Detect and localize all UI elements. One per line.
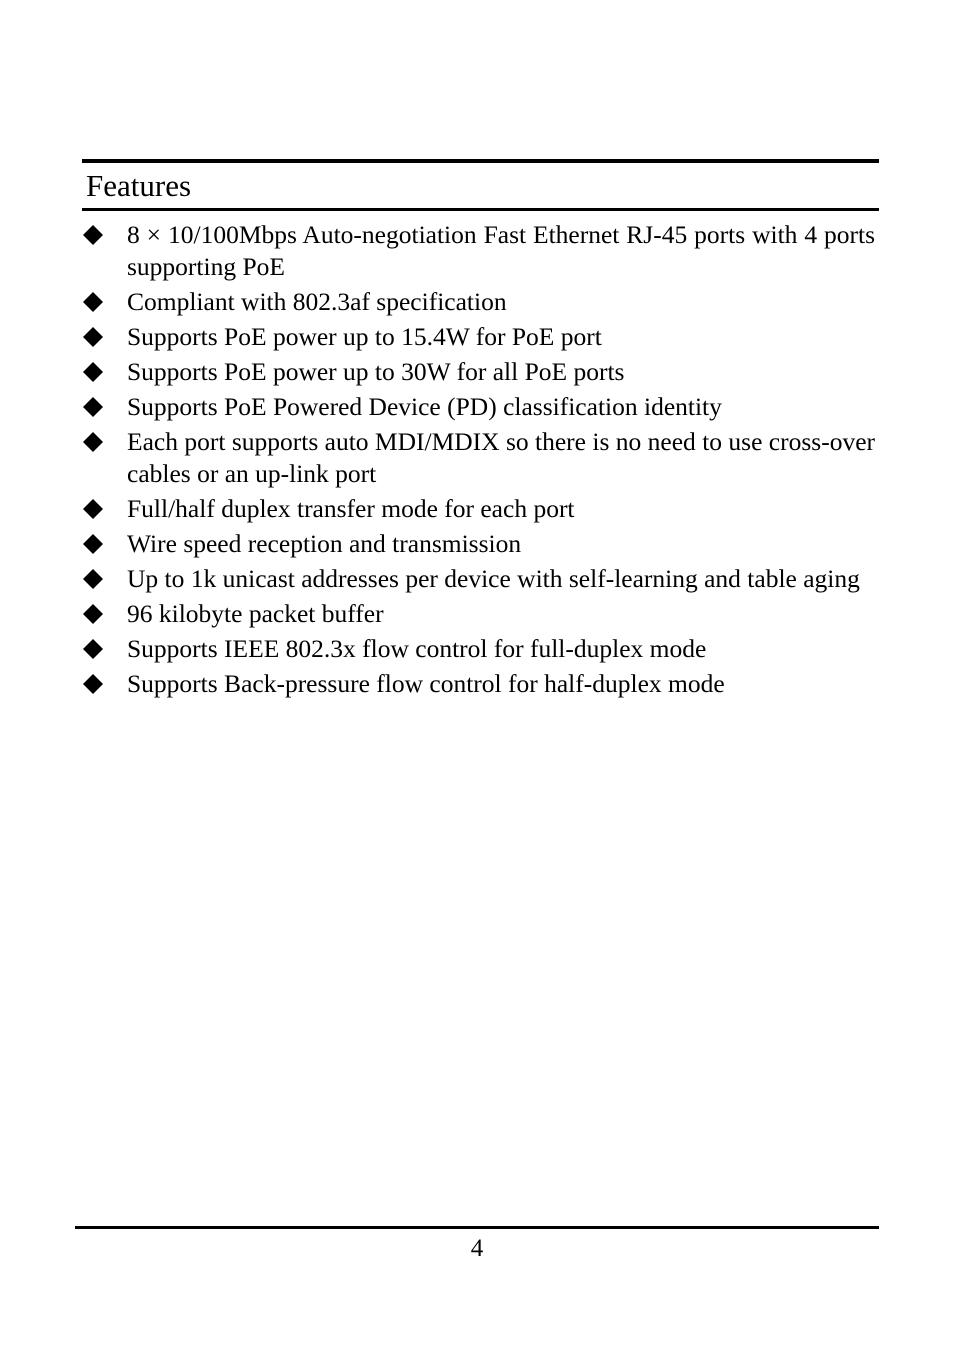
diamond-bullet-icon (82, 426, 104, 458)
top-rule (82, 159, 879, 163)
list-item (82, 633, 875, 665)
feature-text: Compliant with 802.3af specification (127, 287, 507, 316)
list-item (82, 391, 875, 423)
diamond-bullet-icon (82, 598, 104, 630)
feature-text: Supports PoE power up to 30W for all PoE ports (127, 357, 625, 386)
diamond-bullet-icon (82, 286, 104, 318)
diamond-bullet-icon (82, 668, 104, 700)
feature-text: Full/half duplex transfer mode for each port (127, 494, 575, 523)
feature-text: Supports Back-pressure flow control for half-duplex mode (127, 669, 725, 698)
feature-text: Supports IEEE 802.3x flow control for full-duplex mode (127, 634, 707, 663)
feature-text: Each port supports auto MDI/MDIX so there is no need to use cross-over cables or an up-link port (127, 427, 875, 488)
feature-text: Supports PoE Powered Device (PD) classification identity (127, 392, 722, 421)
list-item (82, 321, 875, 353)
page-number: 4 (470, 1235, 484, 1262)
feature-list (82, 219, 875, 703)
feature-text: 8 × 10/100Mbps Auto-negotiation Fast Ethernet RJ-45 ports with 4 ports supporting PoE (127, 220, 875, 281)
list-item (82, 426, 875, 490)
list-item (82, 286, 875, 318)
section-title: Features (86, 168, 192, 203)
diamond-bullet-icon (82, 391, 104, 423)
diamond-bullet-icon (82, 321, 104, 353)
list-item (82, 563, 875, 595)
diamond-bullet-icon (82, 633, 104, 665)
list-item (82, 598, 875, 630)
diamond-bullet-icon (82, 356, 104, 388)
list-item (82, 668, 875, 700)
diamond-bullet-icon (82, 528, 104, 560)
list-item (82, 219, 875, 283)
diamond-bullet-icon (82, 563, 104, 595)
feature-text: 96 kilobyte packet buffer (127, 599, 384, 628)
feature-text: Up to 1k unicast addresses per device with self-learning and table aging (127, 564, 860, 593)
title-underline-rule (82, 208, 879, 211)
diamond-bullet-icon (82, 493, 104, 525)
list-item (82, 493, 875, 525)
list-item (82, 356, 875, 388)
diamond-bullet-icon (82, 219, 104, 251)
list-item (82, 528, 875, 560)
feature-text: Supports PoE power up to 15.4W for PoE port (127, 322, 602, 351)
footer-rule (75, 1226, 879, 1229)
feature-text: Wire speed reception and transmission (127, 529, 522, 558)
